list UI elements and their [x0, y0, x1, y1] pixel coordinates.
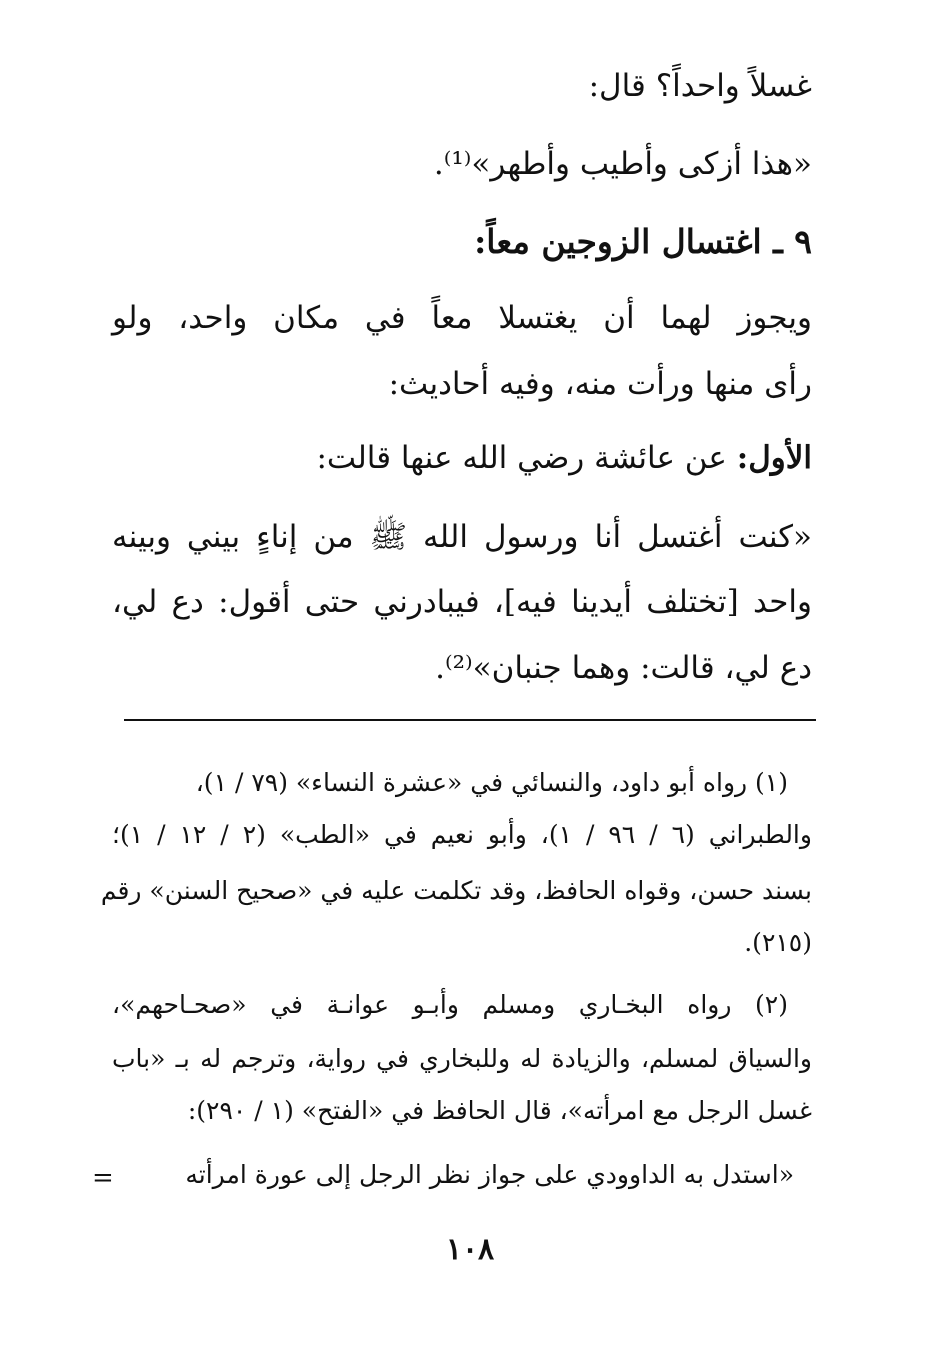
hadith-label: الأول:	[736, 440, 812, 476]
text-line: ويجوز لهما أن يغتسلا معاً في مكان واحد، ولو	[112, 300, 812, 336]
section-heading: ٩ ـ اغتسال الزوجين معاً:	[474, 222, 812, 261]
footnote-line: «استدل به الداوودي على جواز نظر الرجل إلى عورة امرأته	[185, 1160, 794, 1189]
hadith-text-line: واحد [تختلف أيدينا فيه]، فيبادرني حتى أقول: دع لي،	[112, 584, 812, 620]
footnote-divider	[124, 719, 816, 721]
text-line: رأى منها ورأت منه، وفيه أحاديث:	[388, 366, 812, 402]
hadith-text-line: «كنت أغتسل أنا ورسول الله ﷺ من إناءٍ بيني وبينه	[112, 519, 812, 555]
hadith-intro	[316, 440, 812, 476]
footnote-line: (١) رواه أبو داود، والنسائي في «عشرة النساء» (٧٩ / ١)،	[195, 768, 788, 797]
footnote-line: (٢١٥).	[744, 928, 812, 957]
quote-line: «هذا أزكى وأطيب وأطهر»⁽¹⁾.	[433, 146, 812, 182]
text-line: غسلاً واحداً؟ قال:	[588, 68, 812, 104]
hadith-intro-text: عن عائشة رضي الله عنها قالت:	[316, 440, 737, 476]
footnote-line: والسياق لمسلم، والزيادة له وللبخاري في رواية، وترجم له بـ «باب	[112, 1044, 812, 1073]
footnote-line: (٢) رواه البخـاري ومسلم وأبـو عوانـة في «صحـاحهم»،	[112, 990, 788, 1019]
continuation-mark: =	[92, 1163, 114, 1193]
footnote-line: غسل الرجل مع امرأته»، قال الحافظ في «الفتح» (١ / ٢٩٠):	[187, 1096, 812, 1125]
footnote-line: والطبراني (٦ / ٩٦ / ١)، وأبو نعيم في «الطب» (٢ / ١٢ / ١)؛	[112, 820, 812, 849]
footnote-line: بسند حسن، وقواه الحافظ، وقد تكلمت عليه في «صحيح السنن» رقم	[100, 876, 812, 905]
page-number: ١٠٨	[445, 1232, 495, 1267]
hadith-text-line: دع لي، قالت: وهما جنبان»⁽²⁾.	[435, 650, 812, 686]
